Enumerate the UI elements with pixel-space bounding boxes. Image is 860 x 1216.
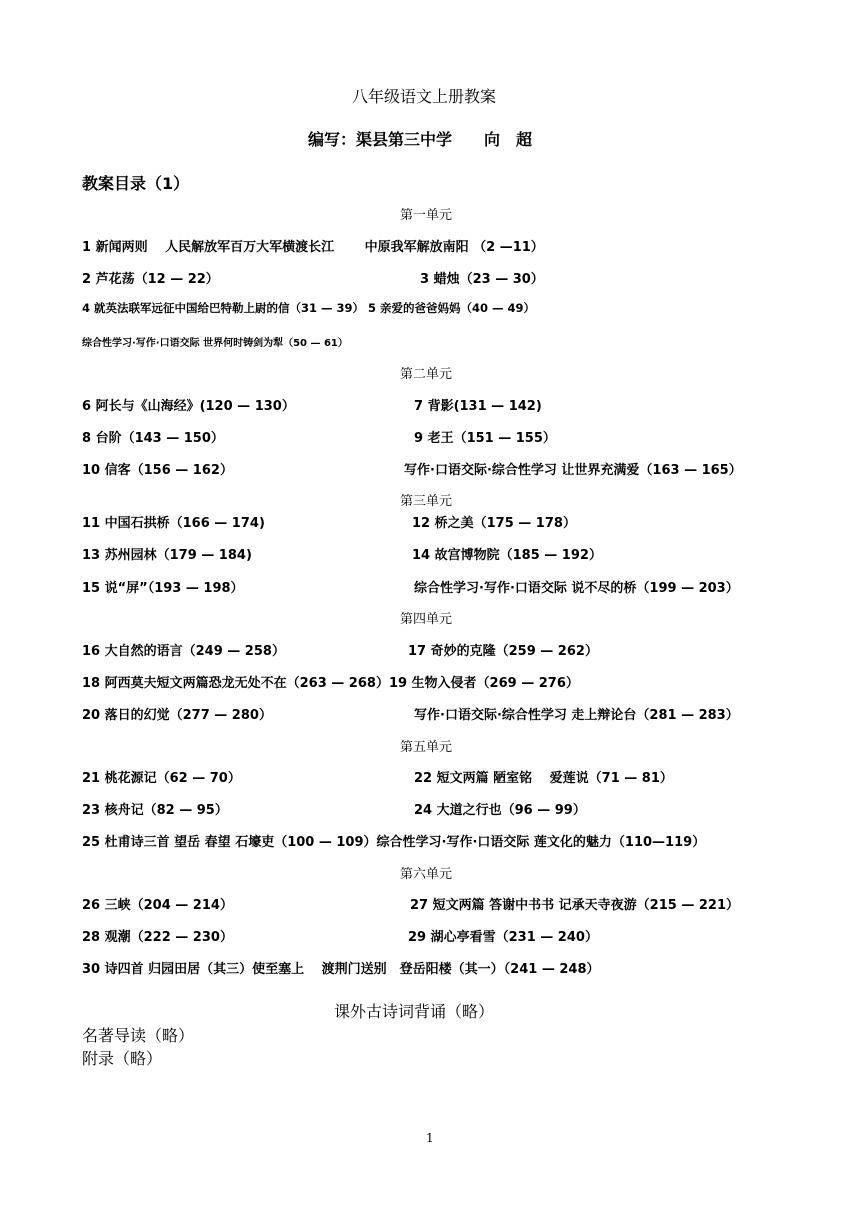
toc-entry: 24 大道之行也（96 — 99） — [414, 803, 586, 818]
toc-entry: 27 短文两篇 答谢中书书 记承天寺夜游（215 — 221） — [410, 898, 739, 913]
toc-entry: 综合性学习·写作·口语交际 世界何时铸剑为犁（50 — 61） — [82, 338, 348, 349]
toc-entry: 23 核舟记（82 — 95） — [82, 803, 228, 818]
toc-entry: 26 三峡（204 — 214） — [82, 898, 233, 913]
toc-entry: 写作·口语交际·综合性学习 走上辩论台（281 — 283） — [414, 708, 739, 723]
toc-entry: 22 短文两篇 陋室铭 爱莲说（71 — 81） — [414, 771, 673, 786]
unit-5-title: 第五单元 — [400, 740, 453, 755]
unit-3-title: 第三单元 — [400, 494, 453, 509]
toc-entry: 12 桥之美（175 — 178） — [412, 516, 576, 531]
toc-entry: 20 落日的幻觉（277 — 280） — [82, 708, 272, 723]
document-subtitle: 编写：渠县第三中学 向 超 — [308, 130, 533, 149]
unit-2-title: 第二单元 — [400, 367, 453, 382]
toc-entry: 2 芦花荡（12 — 22） — [82, 272, 219, 287]
toc-entry: 6 阿长与《山海经》(120 — 130） — [82, 399, 295, 414]
document-title: 八年级语文上册教案 — [352, 87, 497, 106]
toc-entry: 8 台阶（143 — 150） — [82, 431, 224, 446]
toc-entry: 15 说“屏”（193 — 198） — [82, 581, 244, 596]
toc-entry: 17 奇妙的克隆（259 — 262） — [408, 644, 598, 659]
appendix-note: 附录（略） — [82, 1049, 163, 1068]
toc-entry: 30 诗四首 归园田居（其三）使至塞上 渡荆门送别 登岳阳楼（其一）（241 — 248） — [82, 962, 600, 977]
toc-entry: 写作·口语交际·综合性学习 让世界充满爱（163 — 165） — [404, 463, 742, 478]
page-number: 1 — [426, 1131, 434, 1145]
toc-entry: 18 阿西莫夫短文两篇恐龙无处不在（263 — 268）19 生物入侵者（269 — 276） — [82, 676, 579, 691]
toc-entry: 综合性学习·写作·口语交际 说不尽的桥（199 — 203） — [414, 581, 739, 596]
toc-entry: 1 新闻两则 人民解放军百万大军横渡长江 中原我军解放南阳 （2 —11） — [82, 240, 544, 255]
toc-entry: 16 大自然的语言（249 — 258） — [82, 644, 285, 659]
toc-entry: 28 观潮（222 — 230） — [82, 930, 233, 945]
toc-entry: 21 桃花源记（62 — 70） — [82, 771, 241, 786]
toc-entry: 3 蜡烛（23 — 30） — [420, 272, 544, 287]
extra-poems-note: 课外古诗词背诵（略） — [334, 1002, 495, 1021]
unit-1-title: 第一单元 — [400, 208, 453, 223]
toc-entry: 9 老王（151 — 155） — [414, 431, 556, 446]
unit-4-title: 第四单元 — [400, 612, 453, 627]
toc-entry: 29 湖心亭看雪（231 — 240） — [408, 930, 598, 945]
toc-entry: 14 故宫博物院（185 — 192） — [412, 548, 602, 563]
classics-note: 名著导读（略） — [82, 1026, 195, 1045]
toc-heading: 教案目录（1） — [82, 174, 190, 193]
toc-entry: 4 就英法联军远征中国给巴特勒上尉的信（31 — 39） 5 亲爱的爸爸妈妈（40 — 49） — [82, 301, 536, 315]
toc-entry: 25 杜甫诗三首 望岳 春望 石壕吏（100 — 109）综合性学习·写作·口语交际 莲文化的魅力（110—119） — [82, 835, 706, 850]
toc-entry: 13 苏州园林（179 — 184) — [82, 548, 252, 563]
toc-entry: 11 中国石拱桥（166 — 174) — [82, 516, 265, 531]
toc-entry: 7 背影(131 — 142) — [414, 399, 542, 414]
toc-entry: 10 信客（156 — 162） — [82, 463, 233, 478]
unit-6-title: 第六单元 — [400, 867, 453, 882]
